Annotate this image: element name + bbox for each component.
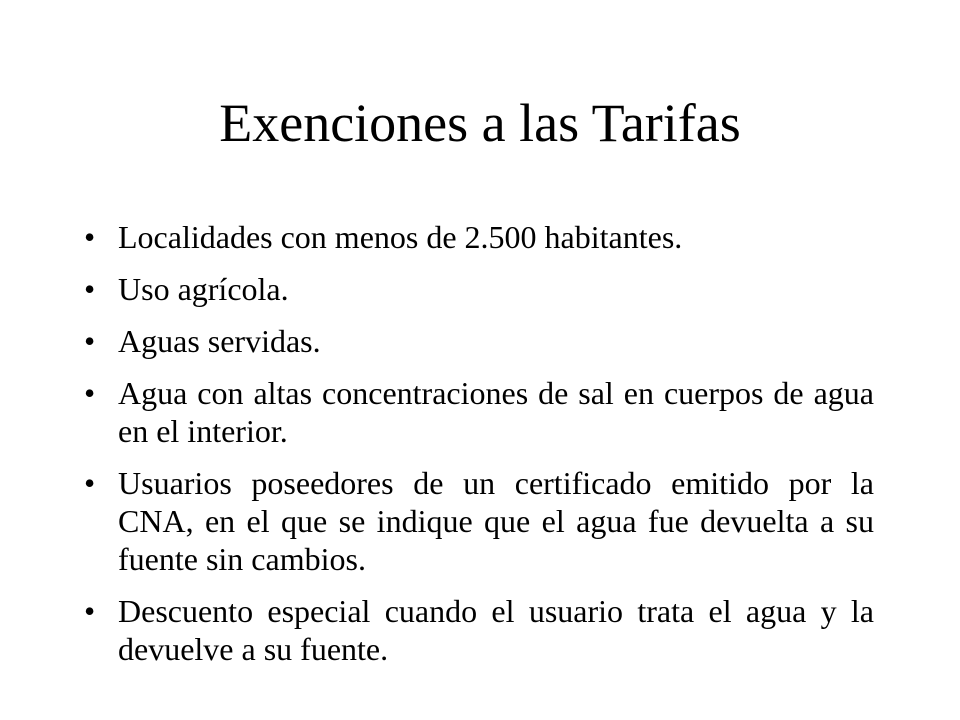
bullet-icon: • xyxy=(84,219,96,255)
bullet-item xyxy=(84,374,874,450)
bullet-icon: • xyxy=(84,323,96,359)
bullet-icon: • xyxy=(84,465,96,501)
bullet-item xyxy=(84,592,874,668)
bullet-text: Uso agrícola. xyxy=(118,271,289,307)
bullet-item xyxy=(84,464,874,578)
bullet-text: Descuento especial cuando el usuario trata el agua y la devuelve a su fuente. xyxy=(118,593,874,667)
bullet-item xyxy=(84,218,874,256)
bullet-icon: • xyxy=(84,375,96,411)
bullet-icon: • xyxy=(84,593,96,629)
bullet-list xyxy=(84,218,874,682)
bullet-icon: • xyxy=(84,271,96,307)
bullet-item xyxy=(84,322,874,360)
bullet-text: Agua con altas concentraciones de sal en cuerpos de agua en el interior. xyxy=(118,375,874,449)
bullet-text: Usuarios poseedores de un certificado emitido por la CNA, en el que se indique que el agua fue devuelta a su fuente sin cambios. xyxy=(118,465,874,577)
bullet-item xyxy=(84,270,874,308)
bullet-text: Localidades con menos de 2.500 habitantes. xyxy=(118,219,683,255)
slide-title: Exenciones a las Tarifas xyxy=(219,93,741,153)
bullet-text: Aguas servidas. xyxy=(118,323,321,359)
